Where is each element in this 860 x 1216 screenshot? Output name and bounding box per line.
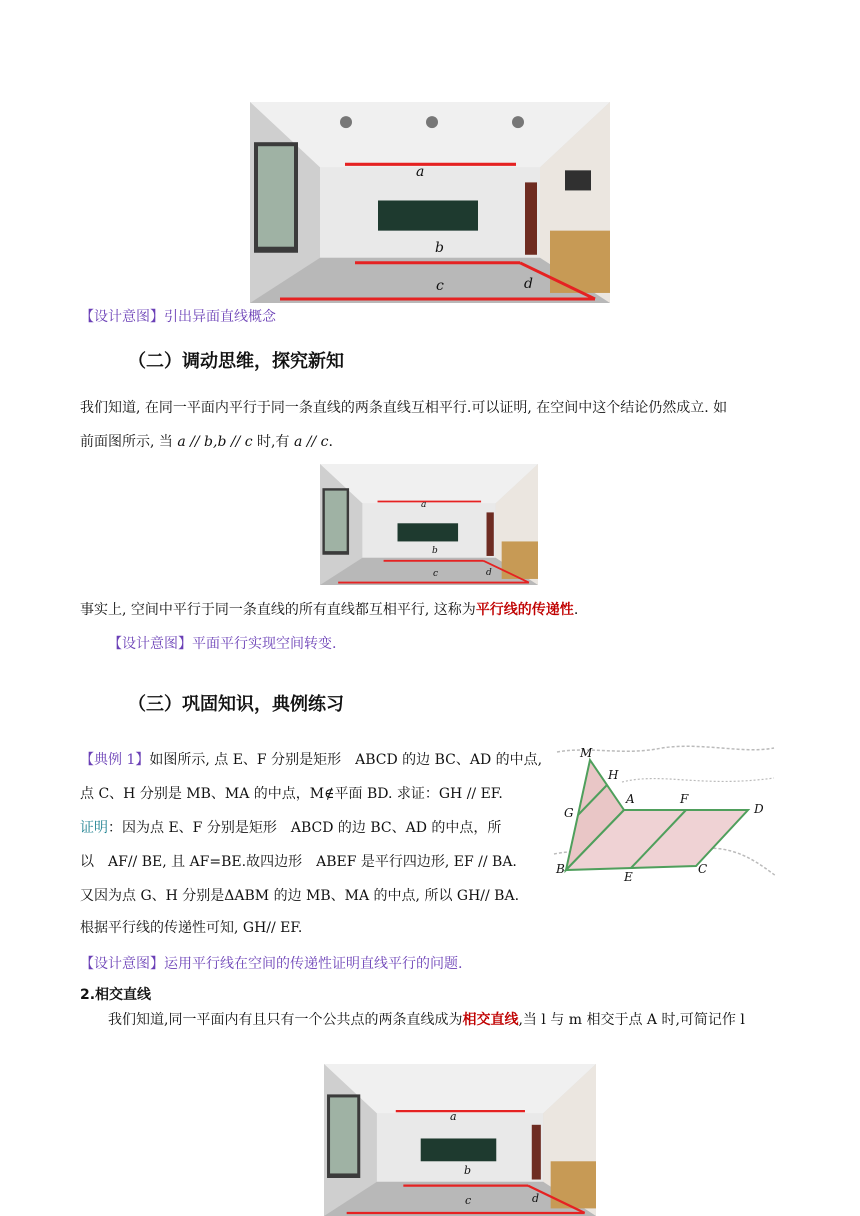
- section-2-title: （二）调动思维，探究新知: [128, 351, 344, 372]
- classroom-photo-2: [320, 464, 538, 585]
- point-label-G: G: [564, 806, 574, 820]
- section-3-title: （三）巩固知识，典例练习: [128, 694, 344, 715]
- proof-line-3: 又因为点 G、H 分别是ΔABM 的边 MB、MA 的中点, 所以 GH// BA.: [80, 888, 520, 904]
- para1-math: a // b,b // c: [177, 434, 253, 450]
- proof-line-2: 以 AF// BE, 且 AF=BE.故四边形 ABEF 是平行四边形, EF // BA.: [80, 854, 517, 870]
- example-text-1: 如图所示, 点 E、F 分别是矩形 ABCD 的边 BC、AD 的中点,: [149, 752, 543, 768]
- proof-text-1: ：因为点 E、F 分别是矩形 ABCD 的边 BC、AD 的中点，所: [108, 820, 502, 836]
- line-label-a-2: a: [421, 500, 427, 510]
- point-label-F: F: [680, 792, 689, 806]
- line-label-d: d: [524, 276, 533, 292]
- para1-text-mid: 时,有: [252, 434, 294, 450]
- example-line-1: [80, 750, 542, 770]
- proof-line-4: 根据平行线的传递性可知, GH// EF.: [80, 920, 303, 936]
- para3-rest: ,当 l 与 m 相交于点 A 时,可简记作 l: [518, 1012, 745, 1028]
- point-label-E: E: [624, 870, 633, 884]
- para2-end: .: [573, 602, 579, 618]
- classroom-photo-1: [250, 102, 610, 303]
- line-label-b-3: b: [464, 1164, 472, 1177]
- para1-math-2: a // c: [293, 434, 329, 450]
- transitivity-term: 平行线的传递性: [475, 602, 574, 618]
- proof-tag: 证明: [80, 820, 108, 836]
- geometry-figure: [552, 742, 778, 890]
- design-intent-note-2: 【设计意图】平面平行实现空间转变.: [108, 636, 337, 652]
- example-line-2: 点 C、H 分别是 MB、MA 的中点，M∉平面 BD. 求证：GH // EF.: [80, 786, 503, 802]
- example-tag: 【典例 1】: [80, 752, 150, 768]
- para3-text: 我们知道,同一平面内有且只有一个公共点的两条直线成为: [108, 1012, 463, 1028]
- line-label-d-3: d: [532, 1192, 540, 1205]
- line-label-b: b: [435, 240, 444, 256]
- proof-line-1: [80, 818, 501, 838]
- line-label-c-2: c: [433, 569, 439, 579]
- point-label-H: H: [608, 768, 619, 782]
- design-intent-note-1: 【设计意图】引出异面直线概念: [80, 309, 276, 325]
- para2-text: 事实上, 空间中平行于同一条直线的所有直线都互相平行, 这称为: [80, 602, 476, 618]
- point-label-B: B: [556, 862, 565, 876]
- para1-text: 前面图所示, 当: [80, 434, 178, 450]
- point-label-M: M: [580, 746, 593, 760]
- point-label-D: D: [754, 802, 764, 816]
- line-label-c: c: [436, 278, 444, 294]
- line-label-a-3: a: [450, 1110, 457, 1123]
- line-label-b-2: b: [432, 546, 438, 556]
- para1-end: .: [328, 434, 333, 450]
- paragraph-2: [80, 600, 578, 620]
- classroom-photo-3: [324, 1064, 596, 1216]
- intersecting-lines-term: 相交直线: [462, 1012, 519, 1028]
- design-intent-note-3: 【设计意图】运用平行线在空间的传递性证明直线平行的问题.: [80, 956, 463, 972]
- line-label-c-3: c: [465, 1194, 472, 1207]
- line-label-a: a: [416, 164, 425, 180]
- paragraph-3: [108, 1010, 745, 1030]
- paragraph-1-line-2: [80, 432, 333, 452]
- line-label-d-2: d: [486, 568, 492, 578]
- point-label-A: A: [626, 792, 635, 806]
- point-label-C: C: [698, 862, 708, 876]
- subsection-title: 2.相交直线: [80, 987, 152, 1003]
- paragraph-1-line-1: 我们知道, 在同一平面内平行于同一条直线的两条直线互相平行.可以证明, 在空间中这个结论仍然成立. 如: [80, 400, 728, 416]
